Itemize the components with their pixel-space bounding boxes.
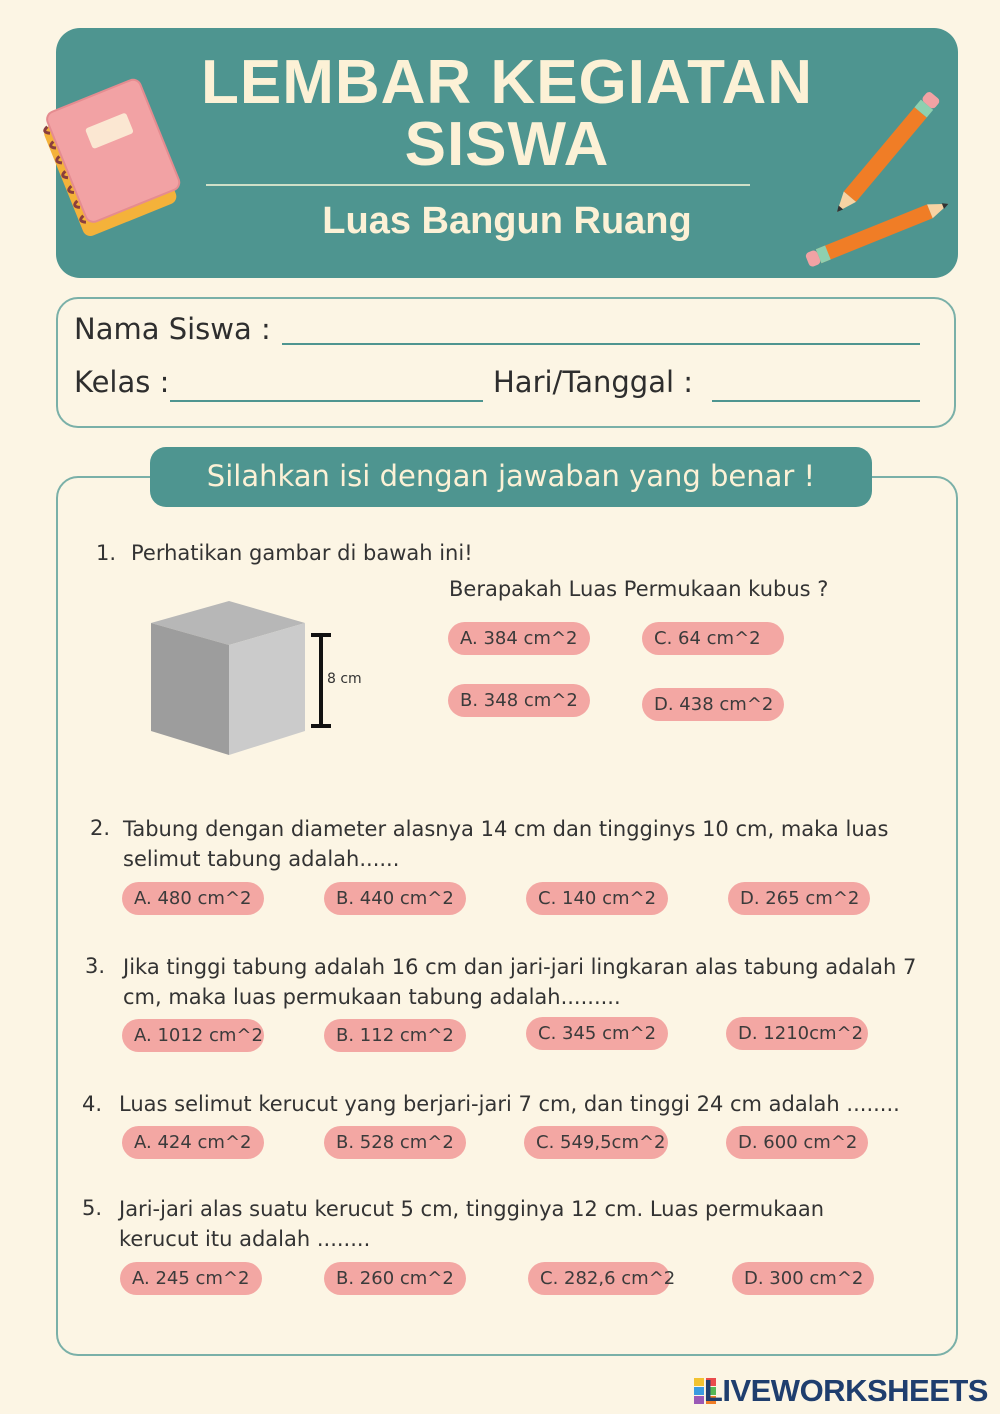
q5-option-d[interactable]: D. 300 cm^2 xyxy=(732,1262,874,1295)
class-label: Kelas : xyxy=(74,365,170,399)
question-2-number: 2. xyxy=(90,816,111,840)
q5-option-a[interactable]: A. 245 cm^2 xyxy=(120,1262,262,1295)
q5-option-c[interactable]: C. 282,6 cm^2 xyxy=(528,1262,670,1295)
cube-side-label: 8 cm xyxy=(327,671,362,687)
question-3-number: 3. xyxy=(85,954,106,978)
q3-option-a[interactable]: A. 1012 cm^2 xyxy=(122,1019,264,1052)
question-1-text: Perhatikan gambar di bawah ini! xyxy=(131,541,473,565)
liveworksheets-brand[interactable]: LIVEWORKSHEETS xyxy=(703,1373,988,1408)
q1-option-c[interactable]: C. 64 cm^2 xyxy=(642,622,784,655)
question-3-text-line2: cm, maka luas permukaan tabung adalah......... xyxy=(123,985,621,1009)
instruction-banner: Silahkan isi dengan jawaban yang benar ! xyxy=(150,447,872,507)
question-2-text-line2: selimut tabung adalah...... xyxy=(123,847,400,871)
question-4-number: 4. xyxy=(82,1092,103,1116)
question-5-text-line1: Jari-jari alas suatu kerucut 5 cm, tingginya 12 cm. Luas permukaan xyxy=(119,1197,825,1221)
question-5-number: 5. xyxy=(82,1196,103,1220)
name-input-line[interactable] xyxy=(282,343,920,345)
question-1-number: 1. xyxy=(96,541,117,565)
q4-option-c[interactable]: C. 549,5cm^2 xyxy=(524,1126,668,1159)
name-label: Nama Siswa : xyxy=(74,312,271,346)
q2-option-a[interactable]: A. 480 cm^2 xyxy=(122,882,264,915)
notebook-icon xyxy=(18,64,198,244)
q4-option-b[interactable]: B. 528 cm^2 xyxy=(324,1126,466,1159)
q2-option-b[interactable]: B. 440 cm^2 xyxy=(324,882,466,915)
q4-option-a[interactable]: A. 424 cm^2 xyxy=(122,1126,264,1159)
q1-option-d[interactable]: D. 438 cm^2 xyxy=(642,688,784,721)
q2-option-d[interactable]: D. 265 cm^2 xyxy=(728,882,870,915)
question-5-text-line2: kerucut itu adalah ........ xyxy=(119,1227,371,1251)
q4-option-d[interactable]: D. 600 cm^2 xyxy=(726,1126,868,1159)
question-4-text: Luas selimut kerucut yang berjari-jari 7 cm, dan tinggi 24 cm adalah ........ xyxy=(119,1092,900,1116)
date-label: Hari/Tanggal : xyxy=(493,365,694,399)
q3-option-d[interactable]: D. 1210cm^2 xyxy=(726,1017,868,1050)
title-divider xyxy=(206,184,750,186)
q1-option-a[interactable]: A. 384 cm^2 xyxy=(448,622,590,655)
class-input-line[interactable] xyxy=(170,400,483,402)
q3-option-c[interactable]: C. 345 cm^2 xyxy=(526,1017,668,1050)
q1-option-b[interactable]: B. 348 cm^2 xyxy=(448,684,590,717)
pencils-icon xyxy=(790,82,970,272)
q3-option-b[interactable]: B. 112 cm^2 xyxy=(324,1019,466,1052)
page-title-line2: SISWA xyxy=(404,110,610,179)
q2-option-c[interactable]: C. 140 cm^2 xyxy=(526,882,668,915)
question-1-prompt: Berapakah Luas Permukaan kubus ? xyxy=(449,577,829,601)
q5-option-b[interactable]: B. 260 cm^2 xyxy=(324,1262,466,1295)
question-3-text-line1: Jika tinggi tabung adalah 16 cm dan jari-jari lingkaran alas tabung adalah 7 xyxy=(123,955,917,979)
question-2-text-line1: Tabung dengan diameter alasnya 14 cm dan tingginys 10 cm, maka luas xyxy=(123,817,889,841)
date-input-line[interactable] xyxy=(712,400,920,402)
page-title-line1: LEMBAR KEGIATAN xyxy=(201,48,813,117)
page-subtitle: Luas Bangun Ruang xyxy=(322,200,692,242)
